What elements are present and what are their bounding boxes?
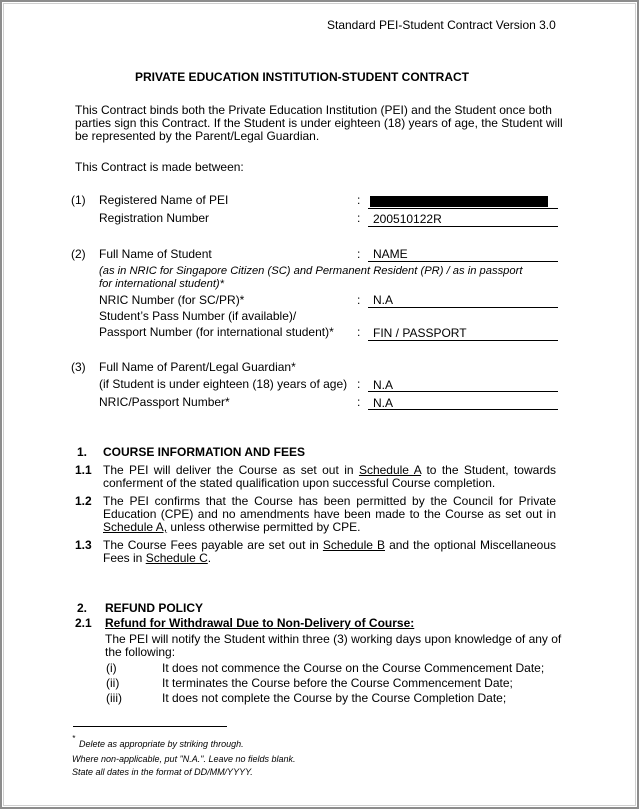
- list-item-text: It terminates the Course before the Course Commencement Date;: [162, 676, 513, 690]
- clause-2-1-line-2: the following:: [105, 645, 176, 659]
- clause-1-3-line-1: The Course Fees payable are set out in Schedule B and the optional Miscellaneous: [103, 538, 556, 552]
- student-name-field-line: [368, 261, 558, 262]
- guardian-name-label: Full Name of Parent/Legal Guardian*: [99, 360, 296, 374]
- footnote-2: Where non-applicable, put "N.A.". Leave no fields blank.: [72, 754, 296, 764]
- guardian-under18-label: (if Student is under eighteen (18) years of age): [99, 377, 348, 391]
- section-1-number: 1.: [77, 445, 88, 459]
- footnote-1: Delete as appropriate by striking through.: [79, 739, 244, 749]
- schedule-c-link: Schedule C: [145, 551, 208, 565]
- pass-label-2: Passport Number (for international student)*: [99, 325, 334, 339]
- made-between: This Contract is made between:: [75, 160, 244, 174]
- schedule-b-link: Schedule B: [322, 538, 385, 552]
- pass-label-1: Student’s Pass Number (if available)/: [99, 309, 297, 323]
- clause-1-1-line-2: conferment of the stated qualification upon successful Course completion.: [103, 476, 496, 490]
- nric-field-line: [368, 307, 558, 308]
- section-1-heading: COURSE INFORMATION AND FEES: [103, 445, 306, 459]
- student-name-note-1: (as in NRIC for Singapore Citizen (SC) and Permanent Resident (PR) / as in passport: [99, 265, 523, 277]
- colon: :: [357, 377, 361, 391]
- pass-field-line: [368, 340, 558, 341]
- version-label: Standard PEI-Student Contract Version 3.0: [327, 18, 556, 32]
- student-name-note-2: for international student)*: [99, 278, 225, 290]
- clause-1-1-line-1: The PEI will deliver the Course as set out in Schedule A to the Student, towards: [103, 463, 556, 477]
- nric-label: NRIC Number (for SC/PR)*: [99, 293, 245, 307]
- colon: :: [357, 247, 361, 261]
- clause-1-3-number: 1.3: [75, 538, 92, 552]
- guardian-name-value: N.A: [373, 378, 394, 392]
- footnote-3: State all dates in the format of DD/MM/YYYY.: [72, 767, 253, 777]
- pass-value: FIN / PASSPORT: [373, 326, 467, 340]
- party-1-number: (1): [71, 193, 86, 207]
- footnote-asterisk: *: [72, 734, 76, 743]
- intro-line-1: This Contract binds both the Private Education Institution (PEI) and the Student once both: [75, 103, 552, 117]
- registration-number-value: 200510122R: [373, 212, 442, 226]
- colon: :: [357, 293, 361, 307]
- list-item-number: (iii): [106, 691, 122, 705]
- list-item-number: (i): [106, 661, 117, 675]
- colon: :: [357, 325, 361, 339]
- clause-1-2-line-2: Education (CPE) and no amendments have been made to the Course as set out in: [103, 507, 556, 521]
- guardian-nric-value: N.A: [373, 396, 394, 410]
- party-3-number: (3): [71, 360, 86, 374]
- pei-name-label: Registered Name of PEI: [99, 193, 229, 207]
- clause-1-1-number: 1.1: [75, 463, 92, 477]
- guardian-nric-label: NRIC/Passport Number*: [99, 395, 230, 409]
- registration-number-field-line: [368, 226, 558, 227]
- clause-1-2-line-3: Schedule A, unless otherwise permitted by CPE.: [103, 520, 361, 534]
- section-2-heading: REFUND POLICY: [105, 601, 204, 615]
- list-item-text: It does not complete the Course by the Course Completion Date;: [162, 691, 507, 705]
- pei-name-redaction: [370, 196, 548, 207]
- schedule-a-link: Schedule A: [358, 463, 422, 477]
- list-item-text: It does not commence the Course on the Course Commencement Date;: [162, 661, 545, 675]
- clause-2-1-number: 2.1: [75, 616, 92, 630]
- student-name-value: NAME: [373, 247, 408, 261]
- clause-2-1-heading: Refund for Withdrawal Due to Non-Delivery of Course:: [105, 616, 415, 630]
- clause-1-2-line-1: The PEI confirms that the Course has been permitted by the Council for Private: [103, 494, 556, 508]
- registration-number-label: Registration Number: [99, 211, 210, 225]
- student-name-label: Full Name of Student: [99, 247, 212, 261]
- colon: :: [357, 211, 361, 225]
- clause-1-3-line-2: Fees in Schedule C.: [103, 551, 212, 565]
- colon: :: [357, 193, 361, 207]
- party-2-number: (2): [71, 247, 86, 261]
- clause-1-2-number: 1.2: [75, 494, 92, 508]
- intro-line-3: be represented by the Parent/Legal Guardian.: [75, 129, 320, 143]
- nric-value: N.A: [373, 293, 394, 307]
- intro-line-2: parties sign this Contract. If the Student is under eighteen (18) years of age, the Student will: [75, 116, 563, 130]
- guardian-name-field-line: [368, 391, 558, 392]
- contract-title: PRIVATE EDUCATION INSTITUTION-STUDENT CONTRACT: [135, 70, 469, 84]
- colon: :: [357, 395, 361, 409]
- section-2-number: 2.: [77, 601, 88, 615]
- list-item-number: (ii): [106, 676, 120, 690]
- clause-2-1-line-1: The PEI will notify the Student within three (3) working days upon knowledge of any of: [105, 632, 562, 646]
- footnote-rule: [73, 726, 227, 727]
- pei-name-field-line: [368, 208, 558, 209]
- guardian-nric-field-line: [368, 409, 558, 410]
- schedule-a-link-2: Schedule A,: [103, 520, 168, 534]
